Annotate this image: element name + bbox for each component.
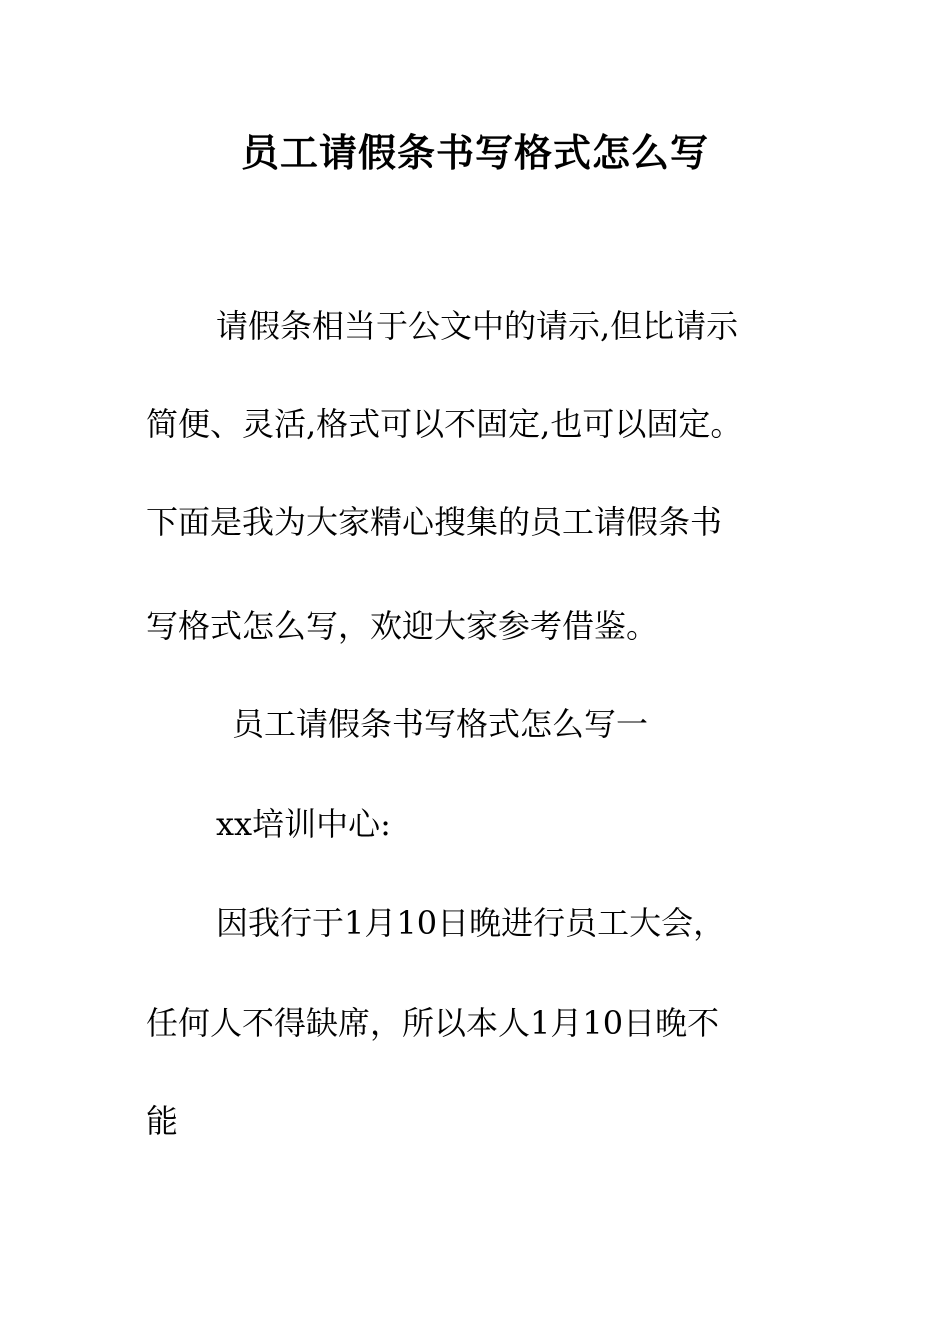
body-line-2: 任何人不得缺席，所以本人1月10日晚不 [146, 1004, 720, 1042]
salutation-line: xx培训中心: [216, 805, 391, 843]
paragraph-line-2: 简便、灵活,格式可以不固定,也可以固定。 [146, 405, 743, 443]
paragraph-line-4: 写格式怎么写，欢迎大家参考借鉴。 [146, 607, 659, 645]
body-line-1: 因我行于1月10日晚进行员工大会， [216, 904, 726, 942]
paragraph-line-3: 下面是我为大家精心搜集的员工请假条书 [146, 503, 723, 541]
document-title: 员工请假条书写格式怎么写 [240, 130, 709, 175]
section-heading: 员工请假条书写格式怎么写一 [232, 705, 649, 743]
paragraph-line-1: 请假条相当于公文中的请示,但比请示 [216, 307, 739, 345]
body-line-3: 能 [146, 1102, 179, 1140]
